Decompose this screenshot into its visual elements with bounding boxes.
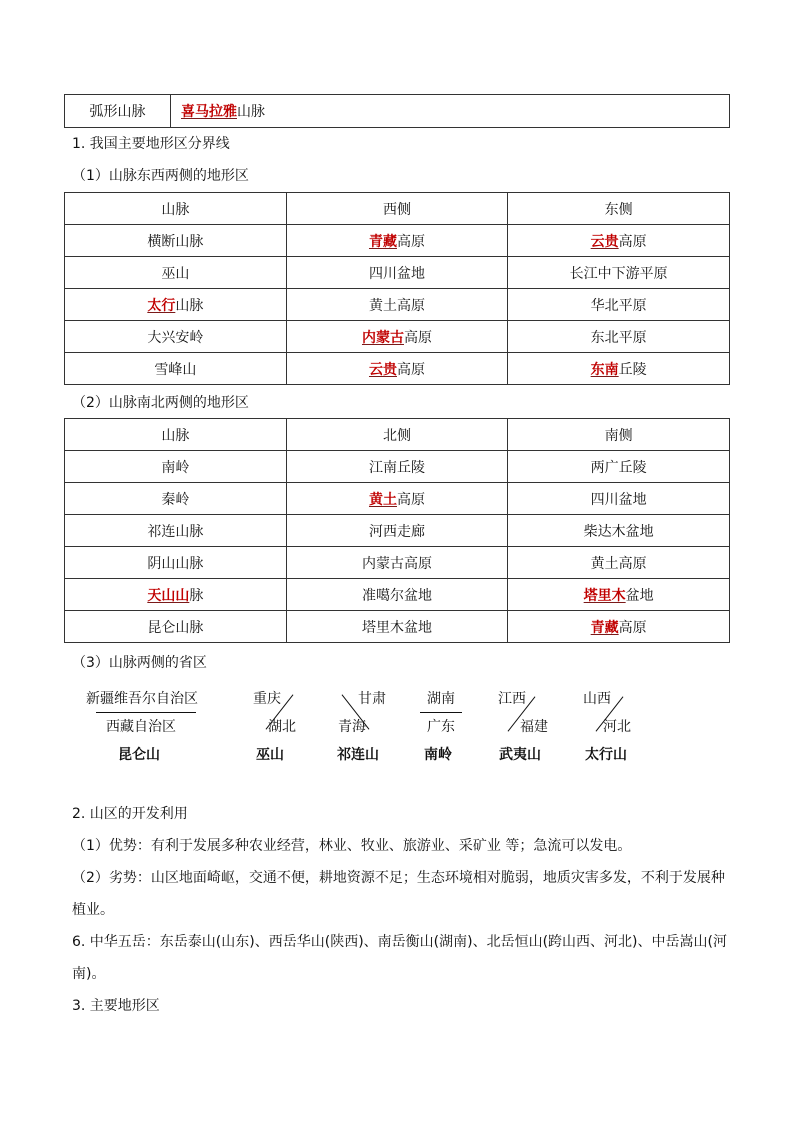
section-1-title: 1. 我国主要地形区分界线: [72, 136, 230, 152]
arc-value: 喜马拉雅山脉: [171, 95, 730, 128]
header-cell: 南侧: [508, 419, 730, 451]
north-cell: 河西走廊: [286, 515, 508, 547]
wuyi-label: 武夷山: [499, 747, 541, 763]
north-cell: 塔里木盆地: [286, 611, 508, 643]
wu-bottom-province: 湖北: [268, 719, 296, 735]
section-2-title: 2. 山区的开发利用: [72, 806, 188, 822]
east-cell: 华北平原: [508, 289, 730, 321]
subsection-1-title: （1）山脉东西两侧的地形区: [72, 168, 249, 184]
table-row: [65, 225, 730, 257]
taihang-east-province: 河北: [603, 719, 631, 735]
mountain-cell: 天山山脉: [65, 579, 287, 611]
header-cell: 北侧: [286, 419, 508, 451]
table-row: [65, 611, 730, 643]
mountain-cell: 南岭: [65, 451, 287, 483]
west-cell: 黄土高原: [286, 289, 508, 321]
qilian-bottom-province: 青海: [338, 719, 366, 735]
kunlun-divider: [96, 712, 196, 713]
disadvantage-paragraph: （2）劣势：山区地面崎岖，交通不便，耕地资源不足；生态环境相对脆弱，地质灾害多发，不利于发展种植业。: [72, 870, 725, 918]
mountain-cell: 阴山山脉: [65, 547, 287, 579]
table-header-row: [65, 419, 730, 451]
table-row: [65, 547, 730, 579]
section-6-paragraph: 6. 中华五岳：东岳泰山(山东)、西岳华山(陕西)、南岳衡山(湖南)、北岳恒山(跨山西、河北)、中岳嵩山(河南)。: [72, 934, 727, 982]
south-cell: 青藏高原: [508, 611, 730, 643]
west-cell: 四川盆地: [286, 257, 508, 289]
wu-label: 巫山: [256, 747, 284, 763]
subsection-3-title: （3）山脉两侧的省区: [72, 655, 207, 671]
north-cell: 准噶尔盆地: [286, 579, 508, 611]
east-cell: 云贵高原: [508, 225, 730, 257]
table-row: [65, 515, 730, 547]
south-cell: 两广丘陵: [508, 451, 730, 483]
north-cell: 内蒙古高原: [286, 547, 508, 579]
mountain-cell: 大兴安岭: [65, 321, 287, 353]
west-cell: 内蒙古高原: [286, 321, 508, 353]
nanling-label: 南岭: [424, 747, 452, 763]
south-cell: 塔里木盆地: [508, 579, 730, 611]
mountain-cell: 祁连山脉: [65, 515, 287, 547]
qilian-label: 祁连山: [337, 747, 379, 763]
mountain-cell: 太行山脉: [65, 289, 287, 321]
east-cell: 东北平原: [508, 321, 730, 353]
table-row: [65, 483, 730, 515]
table-row: [65, 289, 730, 321]
advantage-paragraph: （1）优势：有利于发展多种农业经营，林业、牧业、旅游业、采矿业 等；急流可以发电。: [72, 838, 632, 854]
wuyi-west-province: 江西: [498, 691, 526, 707]
section-3-title: 3. 主要地形区: [72, 998, 160, 1014]
header-cell: 东侧: [508, 193, 730, 225]
west-cell: 云贵高原: [286, 353, 508, 385]
nanling-divider: [420, 712, 462, 713]
mountain-cell: 雪峰山: [65, 353, 287, 385]
mountain-cell: 昆仑山脉: [65, 611, 287, 643]
table-row: [65, 451, 730, 483]
table-row: [65, 257, 730, 289]
wuyi-east-province: 福建: [520, 719, 548, 735]
south-cell: 柴达木盆地: [508, 515, 730, 547]
east-cell: 东南丘陵: [508, 353, 730, 385]
west-cell: 青藏高原: [286, 225, 508, 257]
nanling-south-province: 广东: [427, 719, 455, 735]
north-south-table: [64, 418, 730, 643]
wu-top-province: 重庆: [253, 691, 281, 707]
north-cell: 黄土高原: [286, 483, 508, 515]
mountain-cell: 秦岭: [65, 483, 287, 515]
table-row: [65, 321, 730, 353]
mountain-cell: 巫山: [65, 257, 287, 289]
kunlun-north-province: 新疆维吾尔自治区: [86, 691, 198, 707]
south-cell: 黄土高原: [508, 547, 730, 579]
header-cell: 西侧: [286, 193, 508, 225]
header-cell: 山脉: [65, 419, 287, 451]
table-row: [65, 95, 730, 128]
north-cell: 江南丘陵: [286, 451, 508, 483]
taihang-west-province: 山西: [583, 691, 611, 707]
table-row: [65, 579, 730, 611]
arc-label: 弧形山脉: [65, 95, 171, 128]
east-cell: 长江中下游平原: [508, 257, 730, 289]
subsection-2-title: （2）山脉南北两侧的地形区: [72, 395, 249, 411]
kunlun-label: 昆仑山: [118, 747, 160, 763]
table-header-row: [65, 193, 730, 225]
header-cell: 山脉: [65, 193, 287, 225]
nanling-north-province: 湖南: [427, 691, 455, 707]
table-row: [65, 353, 730, 385]
taihang-label: 太行山: [585, 747, 627, 763]
east-west-table: [64, 192, 730, 385]
kunlun-south-province: 西藏自治区: [106, 719, 176, 735]
south-cell: 四川盆地: [508, 483, 730, 515]
qilian-top-province: 甘肃: [358, 691, 386, 707]
mountain-cell: 横断山脉: [65, 225, 287, 257]
arc-mountain-table: [64, 94, 730, 128]
